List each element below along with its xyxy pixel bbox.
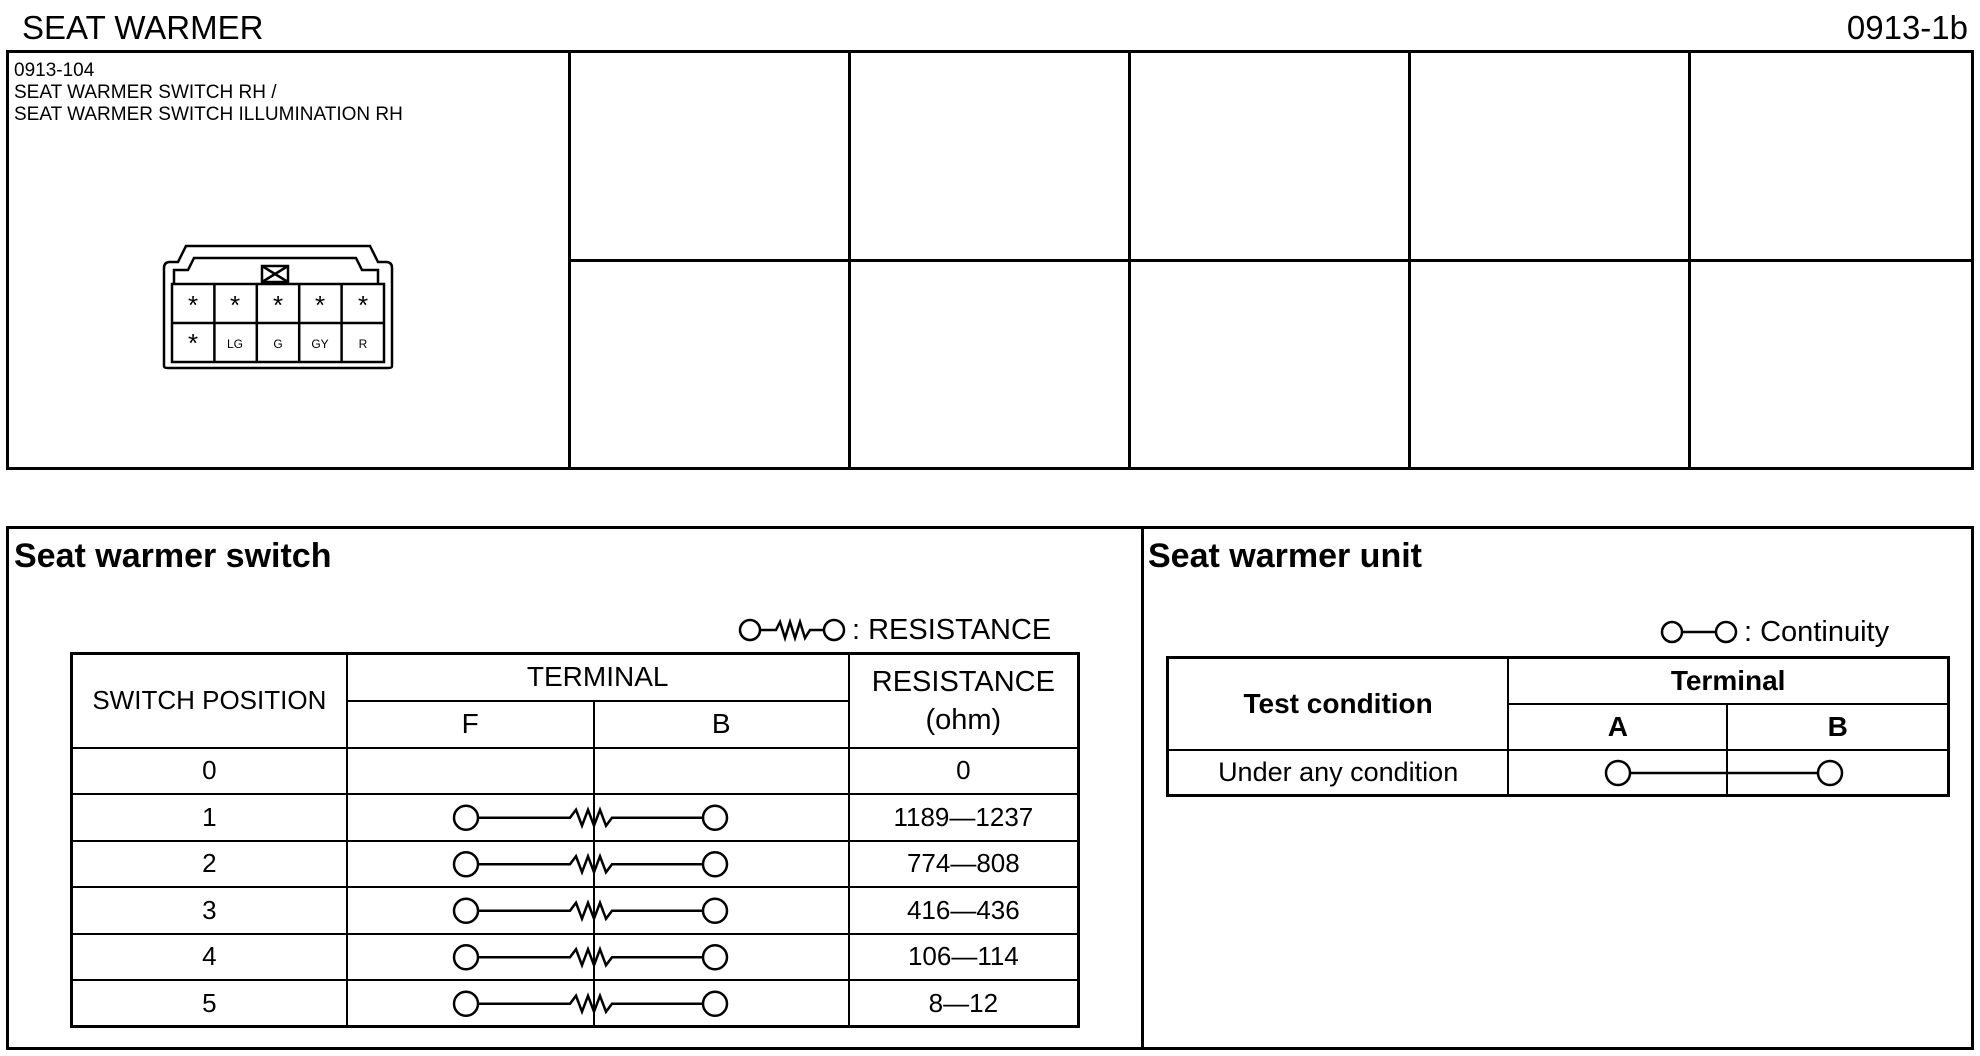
resistor-line — [478, 949, 703, 965]
switch-position-cell: 3 — [72, 887, 347, 934]
continuity-symbol-icon — [1660, 616, 1740, 648]
switch-position-cell: 0 — [72, 748, 347, 795]
connector-name: SEAT WARMER SWITCH RH / — [14, 82, 277, 103]
resistance-connection — [454, 945, 727, 969]
resistance-cell: 1189—1237 — [849, 794, 1079, 841]
resistance-cell: 774—808 — [849, 841, 1079, 888]
terminal-a-node — [1606, 761, 1630, 785]
terminal-f-node — [454, 899, 478, 923]
pin-label: GY — [311, 337, 329, 351]
unit-section-title: Seat warmer unit — [1148, 537, 1422, 575]
terminal-f-node — [454, 852, 478, 876]
header-terminal-a: A — [1508, 704, 1727, 750]
pin-label: LG — [226, 337, 244, 351]
continuity-connection — [1606, 761, 1842, 785]
header-resistance-unit: (ohm) — [925, 703, 1002, 736]
pin-label: * — [272, 290, 284, 320]
resistance-connection — [454, 899, 727, 923]
resistor-line — [478, 996, 703, 1012]
pin-label: * — [314, 290, 326, 320]
switch-section-title: Seat warmer switch — [14, 537, 332, 575]
resistance-connection — [454, 852, 727, 876]
header-test-condition: Test condition — [1168, 658, 1509, 750]
terminal-f-node — [454, 806, 478, 830]
resistance-cell: 106—114 — [849, 934, 1079, 981]
terminal-b-node — [703, 992, 727, 1016]
resistance-cell: 416—436 — [849, 887, 1079, 934]
unit-legend-text: : Continuity — [1744, 615, 1890, 648]
switch-position-cell: 2 — [72, 841, 347, 888]
switch-connection-overlay — [70, 652, 1080, 1028]
grid-divider — [568, 259, 1974, 262]
switch-position-cell: 4 — [72, 934, 347, 981]
pin-label: * — [187, 328, 199, 358]
resistor-line — [478, 856, 703, 872]
test-condition-cell: Under any condition — [1168, 750, 1509, 796]
pin-label: * — [357, 290, 369, 320]
header-resistance-label: RESISTANCE — [871, 665, 1055, 698]
resistance-connection — [454, 806, 727, 830]
page-code: 0913-1b — [1846, 9, 1968, 46]
switch-position-cell: 1 — [72, 794, 347, 841]
page-title: SEAT WARMER — [22, 9, 264, 46]
terminal-f-node — [454, 992, 478, 1016]
connector-id: 0913-104 — [14, 60, 95, 81]
header-terminal-f: F — [347, 701, 594, 748]
resistor-line — [478, 903, 703, 919]
resistance-connection — [454, 992, 727, 1016]
header-terminal-b: B — [594, 701, 849, 748]
switch-legend-text: : RESISTANCE — [852, 613, 1052, 646]
resistor-line — [478, 810, 703, 826]
header-terminal: TERMINAL — [347, 654, 849, 701]
resistance-cell: 8—12 — [849, 980, 1079, 1027]
pin-label: R — [358, 337, 368, 351]
switch-legend — [738, 610, 1051, 650]
terminal-b-node — [1818, 761, 1842, 785]
terminal-b-node — [703, 945, 727, 969]
terminal-b-node — [703, 899, 727, 923]
switch-position-cell: 5 — [72, 980, 347, 1027]
unit-legend — [1660, 612, 1889, 652]
terminal-b-node — [703, 806, 727, 830]
pin-label: * — [187, 290, 199, 320]
header-terminal-b: B — [1727, 704, 1948, 750]
pin-label: G — [273, 337, 283, 351]
terminal-b-node — [703, 852, 727, 876]
unit-connection-overlay — [1166, 656, 1950, 798]
header-switch-position: SWITCH POSITION — [72, 654, 347, 748]
terminal-f-node — [454, 945, 478, 969]
header-terminal: Terminal — [1508, 658, 1948, 704]
resistance-symbol-icon — [738, 614, 848, 646]
connector-diagram — [160, 238, 396, 370]
pin-label: * — [229, 290, 241, 320]
connector-name: SEAT WARMER SWITCH ILLUMINATION RH — [14, 104, 403, 125]
resistance-cell: 0 — [849, 748, 1079, 795]
